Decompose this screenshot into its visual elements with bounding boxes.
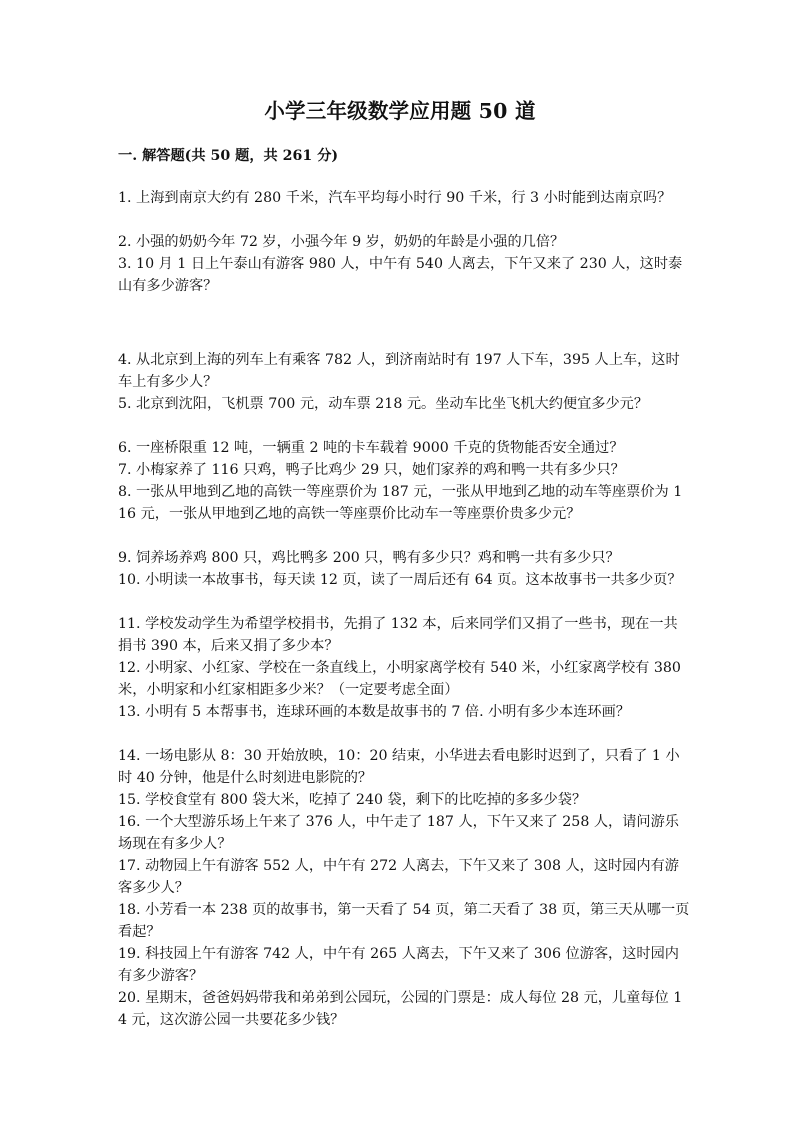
question-1: 1. 上海到南京大约有 280 千米，汽车平均每小时行 90 千米，行 3 小时能到达南京吗？ [118, 190, 672, 206]
question-6: 6. 一座桥限重 12 吨，一辆重 2 吨的卡车载着 9000 千克的货物能否安全通过？ [118, 440, 624, 456]
question-2: 2. 小强的奶奶今年 72 岁，小强今年 9 岁，奶奶的年龄是小强的几倍？ [118, 234, 565, 250]
question-7: 7. 小梅家养了 116 只鸡，鸭子比鸡少 29 只，她们家养的鸡和鸭一共有多少只？ [118, 462, 625, 478]
question-3: 3. 10 月 1 日上午泰山有游客 980 人，中午有 540 人离去，下午又来了 230 人，这时泰山有多少游客？ [118, 256, 683, 295]
question-16: 16. 一个大型游乐场上午来了 376 人，中午走了 187 人，下午又来了 258 人，请问游乐场现在有多少人？ [118, 814, 679, 853]
question-5: 5. 北京到沈阳，飞机票 700 元，动车票 218 元。坐动车比坐飞机大约便宜多少元？ [118, 396, 649, 412]
question-14: 14. 一场电影从 8：30 开始放映，10：20 结束，小华进去看电影时迟到了，只看了 1 小时 40 分钟，他是什么时刻进电影院的？ [118, 748, 680, 787]
page-title: 小学三年级数学应用题 50 道 [264, 99, 536, 123]
question-17: 17. 动物园上午有游客 552 人，中午有 272 人离去，下午又来了 308 人，这时园内有游客多少人？ [118, 858, 679, 897]
question-11: 11. 学校发动学生为希望学校捐书，先捐了 132 本，后来同学们又捐了一些书，现在一共捐书 390 本，后来又捐了多少本？ [118, 616, 678, 655]
section-heading: 一. 解答题(共 50 题，共 261 分) [118, 148, 339, 164]
question-13: 13. 小明有 5 本帮事书，连球环画的本数是故事书的 7 倍. 小明有多少本连环画？ [118, 704, 630, 720]
question-8: 8. 一张从甲地到乙地的高铁一等座票价为 187 元，一张从甲地到乙地的动车等座票价为 116 元，一张从甲地到乙地的高铁一等座票价比动车一等座票价贵多少元？ [118, 484, 683, 523]
question-4: 4. 从北京到上海的列车上有乘客 782 人，到济南站时有 197 人下车，395 人上车，这时车上有多少人？ [118, 352, 680, 391]
question-19: 19. 科技园上午有游客 742 人，中午有 265 人离去，下午又来了 306 位游客，这时园内有多少游客？ [118, 946, 679, 985]
question-10: 10. 小明读一本故事书，每天读 12 页，读了一周后还有 64 页。这本故事书一共多少页？ [118, 572, 682, 588]
question-9: 9. 饲养场养鸡 800 只，鸡比鸭多 200 只，鸭有多少只？鸡和鸭一共有多少只？ [118, 550, 620, 566]
question-20: 20. 星期末，爸爸妈妈带我和弟弟到公园玩，公园的门票是：成人每位 28 元，儿童每位 14 元，这次游公园一共要花多少钱？ [118, 990, 683, 1029]
question-12: 12. 小明家、小红家、学校在一条直线上，小明家离学校有 540 米，小红家离学校有 380 米，小明家和小红家相距多少米？（一定要考虑全面） [118, 660, 681, 699]
question-18: 18. 小芳看一本 238 页的故事书，第一天看了 54 页，第二天看了 38 页，第三天从哪一页看起？ [118, 902, 690, 941]
question-15: 15. 学校食堂有 800 袋大米，吃掉了 240 袋，剩下的比吃掉的多多少袋？ [118, 792, 587, 808]
